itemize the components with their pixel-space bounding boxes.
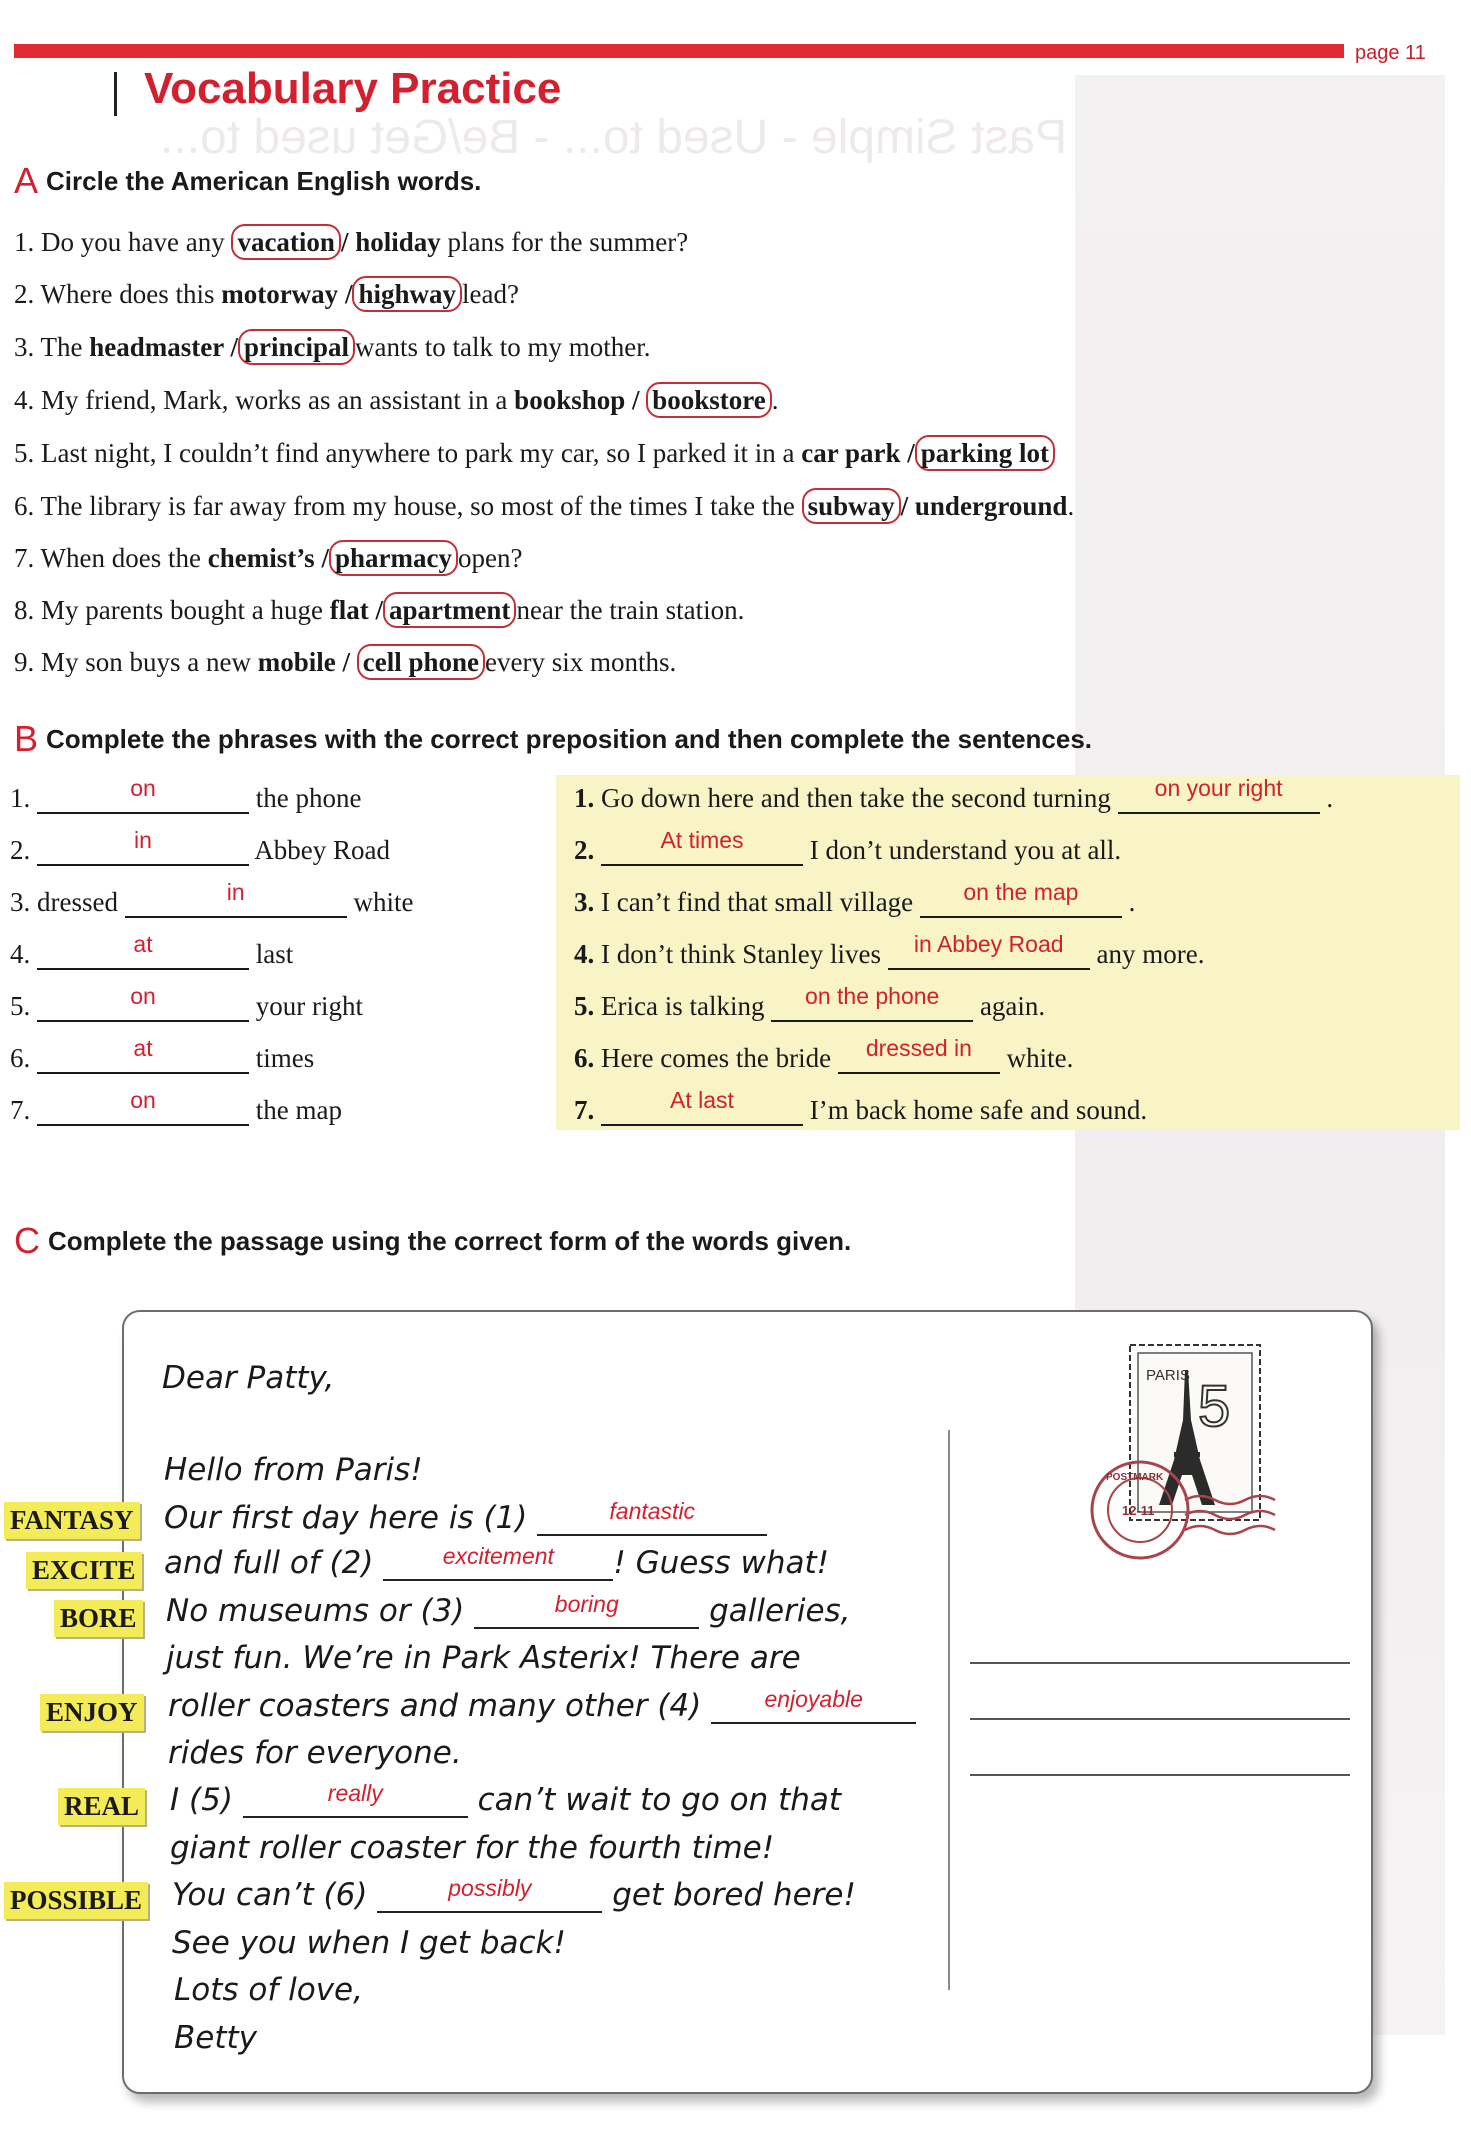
phrase-after: the phone [255,783,362,813]
item-number: 7. [14,543,35,573]
phrase-number: 1. [10,783,31,813]
sentence-gap[interactable] [601,827,803,866]
item-number: 4. [14,385,35,415]
word-tag: FANTASY [4,1502,140,1539]
phrase-before: dressed [37,887,118,917]
word-tag: EXCITE [26,1552,142,1589]
item-text-after: lead? [462,279,519,309]
phrase-gap[interactable] [37,827,249,866]
title-rule [114,72,117,116]
word-separator: / [625,385,647,415]
section-b-letter: B [14,718,39,759]
section-a-item [14,382,779,418]
word-option-2[interactable]: parking lot [915,435,1055,471]
item-number: 3. [14,332,35,362]
word-option-2[interactable]: underground [914,491,1068,521]
gap-2[interactable] [383,1543,613,1581]
sentence-number: 4. [574,939,595,969]
passage-line-4: roller coasters and many other (4) $^{enjoyable}$ [168,1688,916,1724]
phrase-gap[interactable] [37,931,249,970]
word-separator: / [223,332,239,362]
line-giant: giant roller coaster for the fourth time! [170,1830,775,1866]
answer-2: excitement [442,1543,554,1569]
passage-line-5: I (5) $^{really}$ can’t wait to go on that [170,1780,842,1818]
sentence-answer: At last [670,1087,734,1113]
sentence-before: Here comes the bride [601,1043,832,1073]
section-a-item [14,592,744,628]
section-c-instruction: Complete the passage using the correct form of the words given. [48,1226,852,1256]
phrase-after: last [255,939,294,969]
section-b-instruction: Complete the phrases with the correct preposition and then complete the sentences. [46,724,1093,754]
sentence-number: 5. [574,991,595,1021]
word-tag: BORE [54,1600,143,1637]
line-hello: Hello from Paris! [164,1452,423,1488]
sentence-answer: At times [660,827,744,853]
sentence-row [574,775,1334,814]
sentence-before: I can’t find that small village [601,887,914,917]
item-number: 9. [14,647,35,677]
item-number: 8. [14,595,35,625]
item-text-after: open? [457,543,523,573]
sentence-before: I don’t think Stanley lives [601,939,881,969]
phrase-after: Abbey Road [254,835,390,865]
word-option-2[interactable]: highway [352,276,462,312]
phrase-row [10,827,390,866]
phrase-row [10,879,414,918]
passage-line-2: and full of (2) $^{excitement}$ ! Guess what! [164,1543,830,1581]
item-number: 6. [14,491,35,521]
item-number: 1. [14,227,35,257]
item-text-after: plans for the summer? [440,227,689,257]
item-text-before: My son buys a new [41,647,258,677]
sentence-number: 1. [574,783,595,813]
word-option-1[interactable]: motorway [221,279,339,309]
greeting: Dear Patty, [162,1360,335,1396]
phrase-number: 7. [10,1095,31,1125]
word-option-2[interactable]: bookstore [646,382,772,418]
item-text-before: The library is far away from my house, so most of the times I take the [40,491,802,521]
section-a-instruction: Circle the American English words. [46,166,482,196]
word-option-1[interactable]: bookshop [514,385,626,415]
sentence-after: again. [979,991,1046,1021]
phrase-gap[interactable] [37,1087,249,1126]
word-option-1[interactable]: vacation [231,224,341,260]
section-a-heading [14,160,481,202]
address-line [970,1662,1350,1664]
word-separator: / [338,279,353,309]
paris-stamp [1070,1340,1290,1585]
postmark-text: POSTMARK [1106,1472,1164,1483]
sentence-before: Go down here and then take the second turning [601,783,1111,813]
phrase-answer: in [226,879,245,905]
phrase-row [10,983,363,1022]
phrase-number: 6. [10,1043,31,1073]
line-rides: rides for everyone. [168,1735,462,1771]
postcard-divider [948,1430,950,1990]
word-option-2[interactable]: holiday [355,227,441,257]
word-option-1[interactable]: subway [802,488,901,524]
answer-1: fantastic [609,1498,696,1524]
phrase-answer: at [133,1035,153,1061]
item-text-after: wants to talk to my mother. [355,332,651,362]
word-separator: / [335,647,357,677]
sentence-before: Erica is talking [601,991,765,1021]
sentence-row [574,827,1122,866]
sentence-after: any more. [1096,939,1205,969]
phrase-number: 5. [10,991,31,1021]
sentence-answer: on the map [963,879,1079,905]
sentence-number: 3. [574,887,595,917]
word-option-2[interactable]: cell phone [357,644,485,680]
section-c-heading [14,1220,851,1262]
phrase-gap[interactable] [37,1035,249,1074]
sentence-row [574,1087,1148,1126]
phrase-number: 4. [10,939,31,969]
section-a-item [14,435,1055,471]
stamp-value: 5 [1198,1374,1231,1439]
phrase-after: the map [255,1095,342,1125]
sentence-gap[interactable] [1118,775,1320,814]
item-text-after: near the train station. [516,595,745,625]
word-separator: / [900,438,915,468]
word-option-1[interactable]: car park [801,438,901,468]
item-text-before: Do you have any [41,227,232,257]
sentence-gap[interactable] [920,879,1122,918]
phrase-answer: at [133,931,153,957]
sentence-number: 7. [574,1095,595,1125]
sentence-gap[interactable] [601,1087,803,1126]
word-option-1[interactable]: headmaster [89,332,224,362]
sentence-after: I’m back home safe and sound. [809,1095,1148,1125]
page-number: page 11 [1355,42,1426,64]
item-text-after: . [1067,491,1075,521]
gap-1[interactable] [537,1498,767,1536]
section-a-item [14,644,676,680]
item-text-after: every six months. [485,647,677,677]
phrase-after: times [255,1043,315,1073]
sentence-gap[interactable] [771,983,973,1022]
sentence-answer: on your right [1154,775,1283,801]
section-c-letter: C [14,1220,40,1261]
passage-line-1: Our first day here is (1) $^{fantastic}$ [164,1500,767,1536]
item-text-after: . [771,385,779,415]
top-red-bar [14,44,1344,58]
page-title: Vocabulary Practice [144,64,562,113]
address-line [970,1774,1350,1776]
gap-4[interactable] [711,1686,916,1724]
phrase-row [10,1087,342,1126]
phrase-number: 3. [10,887,31,917]
stamp-city: PARIS [1146,1367,1190,1384]
item-text-before: The [40,332,90,362]
line-just: just fun. We’re in Park Asterix! There are [166,1640,801,1676]
section-a-item [14,224,688,260]
word-option-1[interactable]: mobile [257,647,336,677]
section-b-heading [14,718,1092,760]
word-option-2[interactable]: apartment [383,592,516,628]
section-a-item [14,540,522,576]
word-option-2[interactable]: pharmacy [329,540,458,576]
phrase-row [10,931,294,970]
sentence-gap[interactable] [838,1035,1000,1074]
sentence-gap[interactable] [888,931,1090,970]
passage-line-6: You can’t (6) $^{possibly}$ get bored here! [172,1875,856,1913]
sentence-after: white. [1006,1043,1074,1073]
phrase-answer: on [130,983,156,1009]
section-a-item [14,488,1074,524]
section-a-item [14,276,519,312]
answer-6: possibly [448,1875,532,1901]
phrase-number: 2. [10,835,31,865]
sentence-row [574,983,1046,1022]
word-tag: REAL [58,1788,145,1825]
word-separator: / [368,595,383,625]
item-text-before: Where does this [40,279,222,309]
item-text-before: Last night, I couldn’t find anywhere to park my car, so I parked it in a [41,438,802,468]
gap-3[interactable] [474,1591,699,1629]
phrase-answer: on [130,1087,156,1113]
section-a-letter: A [14,160,39,201]
postmark-date: 12-11 [1122,1503,1155,1518]
sentence-number: 2. [574,835,595,865]
answer-5: really [327,1780,383,1806]
item-text-before: My parents bought a huge [41,595,330,625]
sentence-after: I don’t understand you at all. [809,835,1122,865]
passage-line-3: No museums or (3) $^{boring}$ galleries, [166,1591,851,1629]
phrase-row [10,775,362,814]
gap-5[interactable] [243,1780,468,1818]
phrase-after: your right [255,991,363,1021]
sentence-answer: on the phone [805,983,940,1009]
sentence-answer: dressed in [865,1035,972,1061]
line-see: See you when I get back! [172,1925,566,1961]
phrase-gap[interactable] [125,879,347,918]
word-separator: / [314,543,329,573]
answer-4: enjoyable [764,1686,863,1712]
address-line [970,1718,1350,1720]
phrase-gap[interactable] [37,775,249,814]
line-love: Lots of love, [174,1972,363,2008]
phrase-answer: on [130,775,156,801]
sentence-row [574,879,1136,918]
word-option-1[interactable]: chemist’s [207,543,315,573]
sentence-row [574,931,1205,970]
word-tag: POSSIBLE [4,1882,148,1919]
phrase-row [10,1035,315,1074]
item-text-before: My friend, Mark, works as an assistant in a [41,385,515,415]
phrase-after: white [353,887,414,917]
word-option-1[interactable]: flat [329,595,369,625]
sentence-answer: in Abbey Road [913,931,1064,957]
word-option-2[interactable]: principal [238,329,355,365]
answer-3: boring [554,1591,619,1617]
item-number: 5. [14,438,35,468]
item-number: 2. [14,279,35,309]
background-ghost-text: Past Simple - Used to... - Be/Get used to... [160,111,1068,164]
signature: Betty [174,2020,257,2056]
sentence-row [574,1035,1074,1074]
eiffel-tower-stamp-icon [1070,1340,1290,1580]
phrase-gap[interactable] [37,983,249,1022]
sentence-number: 6. [574,1043,595,1073]
sentence-after: . [1326,783,1334,813]
word-separator: / [340,227,356,257]
phrase-answer: in [134,827,152,853]
gap-6[interactable] [377,1875,602,1913]
sentence-after: . [1128,887,1136,917]
section-a-item [14,329,651,365]
item-text-before: When does the [40,543,208,573]
word-tag: ENJOY [40,1694,144,1731]
word-separator: / [900,491,915,521]
